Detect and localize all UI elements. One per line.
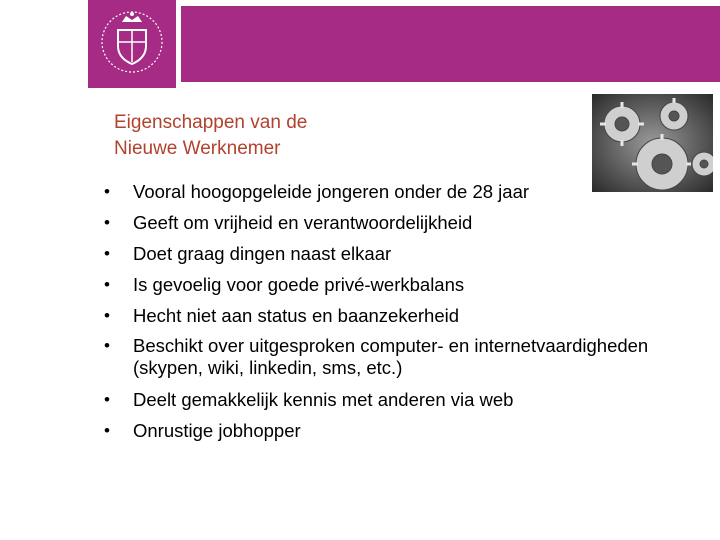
list-item bbox=[104, 415, 664, 446]
header-bar bbox=[181, 6, 720, 82]
bullet-list bbox=[104, 176, 664, 446]
slide-title-line2: Nieuwe Werknemer bbox=[114, 138, 281, 159]
list-item-text: Doet graag dingen naast elkaar bbox=[133, 243, 392, 264]
bullet-dot: • bbox=[104, 275, 110, 294]
bullet-dot: • bbox=[104, 182, 110, 201]
list-item bbox=[104, 207, 664, 238]
list-item bbox=[104, 238, 664, 269]
list-item bbox=[104, 269, 664, 300]
university-logo bbox=[88, 0, 176, 88]
bullet-dot: • bbox=[104, 244, 110, 263]
list-item-text: Beschikt over uitgesproken computer- en internetvaardigheden (skypen, wiki, linkedin, sms, etc.) bbox=[133, 335, 649, 378]
bullet-dot: • bbox=[104, 390, 110, 409]
list-item-text: Geeft om vrijheid en verantwoordelijkheid bbox=[133, 212, 473, 233]
slide-title bbox=[114, 110, 307, 162]
bullet-dot: • bbox=[104, 306, 110, 325]
list-item bbox=[104, 300, 664, 331]
list-item bbox=[104, 384, 664, 415]
university-crest-icon bbox=[88, 0, 176, 88]
bullet-dot: • bbox=[104, 421, 110, 440]
list-item-text: Hecht niet aan status en baanzekerheid bbox=[133, 305, 460, 326]
bullet-dot: • bbox=[104, 213, 110, 232]
list-item-text: Onrustige jobhopper bbox=[133, 420, 301, 441]
list-item bbox=[104, 176, 664, 207]
bullet-dot: • bbox=[104, 336, 110, 355]
list-item-text: Deelt gemakkelijk kennis met anderen via web bbox=[133, 389, 514, 410]
list-item bbox=[104, 331, 664, 384]
list-item-text: Vooral hoogopgeleide jongeren onder de 28 jaar bbox=[133, 181, 530, 202]
slide-title-line1: Eigenschappen van de bbox=[114, 112, 308, 133]
list-item-text: Is gevoelig voor goede privé-werkbalans bbox=[133, 274, 465, 295]
